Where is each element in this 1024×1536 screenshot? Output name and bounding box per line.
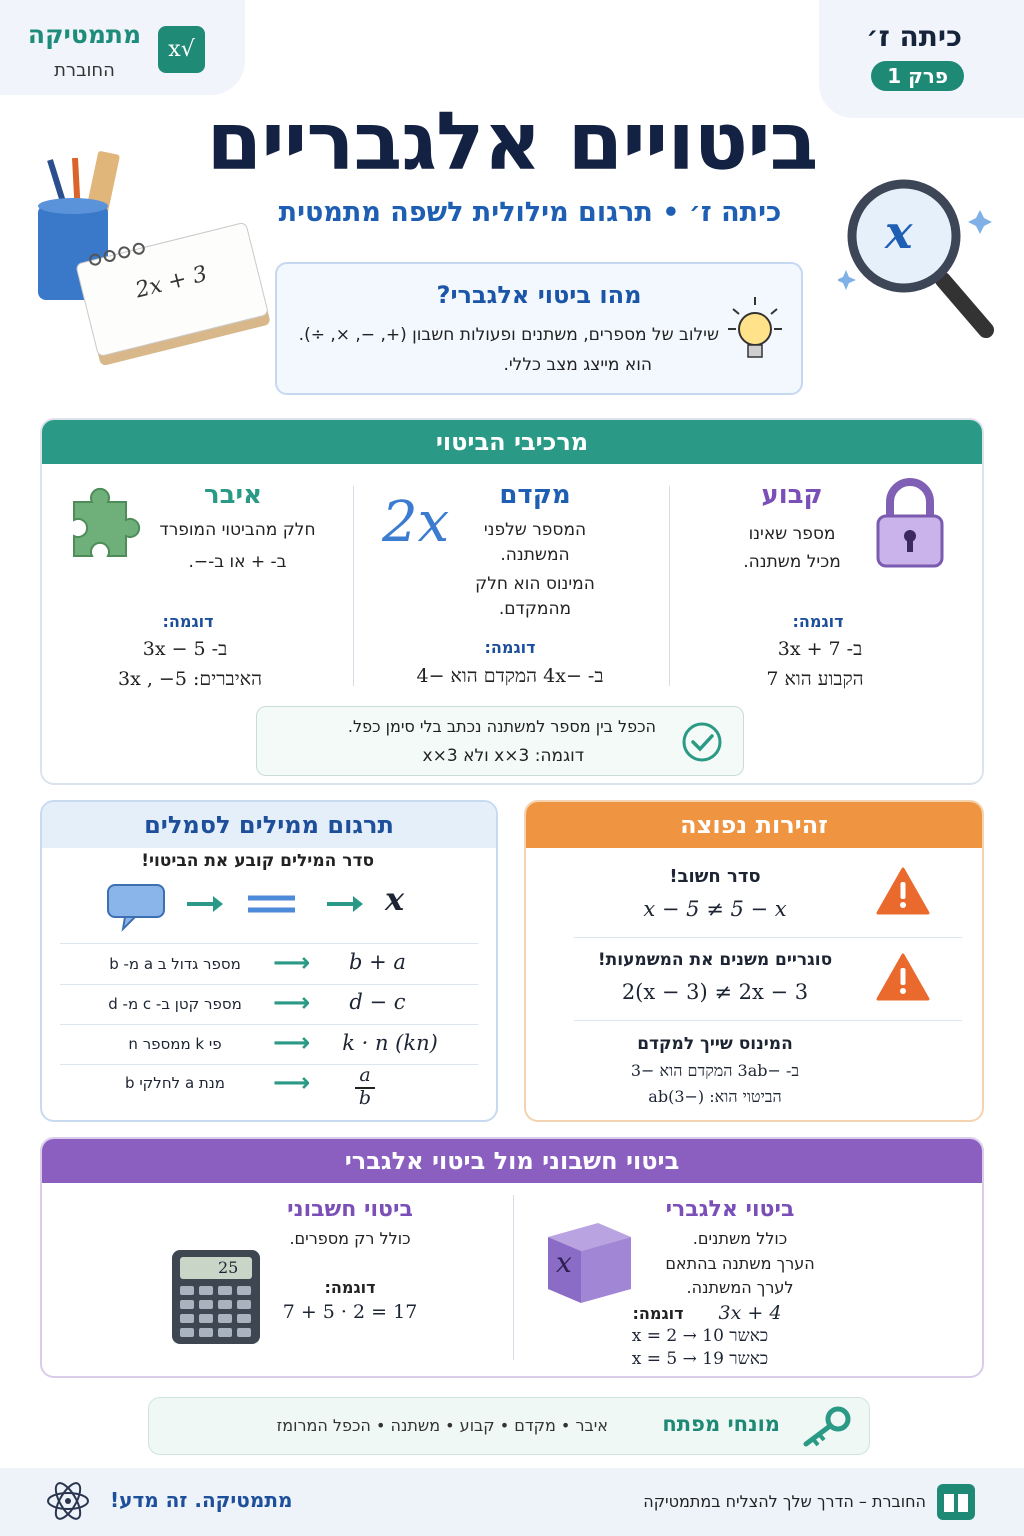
algebraic-case-2: כאשר x = 5 → 19 xyxy=(631,1349,769,1369)
arrow-right-icon: ⟶ xyxy=(273,1068,311,1098)
footer-slogan: מתמטיקה. זה מדע! xyxy=(110,1488,293,1512)
page-subtitle: כיתה ז׳ • תרגום מילולית לשפה מתמטית xyxy=(278,197,782,228)
divider xyxy=(513,1195,514,1360)
fraction-numerator: a xyxy=(359,1064,371,1086)
coefficient-example-1: ב- −4x המקדם הוא −4 xyxy=(416,665,604,687)
footer-tagline: החוברת – הדרך שלך להצליח במתמטיקה xyxy=(643,1492,926,1511)
constant-example-label: דוגמה: xyxy=(792,612,844,631)
divider xyxy=(60,984,478,985)
calculator-display: 25 xyxy=(218,1258,239,1277)
book-icon xyxy=(937,1484,975,1520)
pitfall-line-1: ב- −3ab המקדם הוא −3 xyxy=(630,1061,800,1080)
note-line-2: דוגמה: 3×x ולא 3×x xyxy=(422,746,584,766)
translation-words-1: מספר גדול ב a מ- b xyxy=(109,955,241,973)
checkmark-icon xyxy=(680,720,724,764)
calculator-icon xyxy=(168,1248,266,1348)
translation-expr-3: k · n (kn) xyxy=(342,1031,438,1055)
warning-icon xyxy=(876,866,930,916)
constant-example-2: הקבוע הוא 7 xyxy=(766,668,864,690)
arithmetic-example-expr: 7 + 5 · 2 = 17 xyxy=(282,1301,418,1323)
definition-line-2: הוא מייצג מצב כללי. xyxy=(503,355,652,375)
translation-intro: סדר המילים קובע את הביטוי! xyxy=(141,851,374,871)
coefficient-example-label: דוגמה: xyxy=(484,638,536,657)
term-example-1: ב- 3x − 5 xyxy=(142,638,228,660)
atom-icon xyxy=(45,1478,91,1524)
pitfall-math-1: x − 5 ≠ 5 − x xyxy=(643,897,787,921)
puzzle-piece-icon xyxy=(68,484,143,562)
components-header: מרכיבי הביטוי xyxy=(42,420,982,464)
term-example-2: האיברים: 3x , −5 xyxy=(117,668,263,690)
translation-header: תרגום ממילים לסמלים xyxy=(42,802,496,848)
term-title: איבר xyxy=(203,480,263,510)
notebook-expression: 2x + 3 xyxy=(133,261,210,304)
coefficient-text-3: המינוס הוא חלק xyxy=(475,574,595,594)
pencil-cup-notebook-icon xyxy=(30,140,270,365)
pitfall-title-2: סוגריים משנים את המשמעות! xyxy=(597,950,833,970)
warning-icon xyxy=(876,952,930,1002)
key-terms-list: איבר • מקדם • קבוע • משתנה • הכפל המרומז xyxy=(276,1416,608,1435)
translation-words-4: מנת a לחלקי b xyxy=(125,1074,225,1092)
lightbulb-icon xyxy=(728,295,783,370)
algebraic-example-label: דוגמה: xyxy=(632,1304,684,1323)
flow-variable: x xyxy=(385,880,405,918)
note-line-1: הכפל בין מספר למשתנה נכתב בלי סימן כפל. xyxy=(347,717,656,736)
arrow-right-icon: ⟶ xyxy=(273,948,311,978)
magnifier-letter: x xyxy=(885,205,913,259)
divider xyxy=(574,1020,962,1021)
pitfall-line-2: הביטוי הוא: (−3)ab xyxy=(648,1087,782,1106)
brand-name: מתמטיקה xyxy=(27,20,142,49)
divider xyxy=(353,486,354,686)
sqrt-logo-icon: √x xyxy=(158,26,205,73)
algebraic-text-1: כולל משתנים. xyxy=(692,1229,788,1248)
page-title: ביטויים אלגבריים xyxy=(206,95,818,188)
definition-title: מהו ביטוי אלגברי? xyxy=(436,281,642,309)
divider xyxy=(60,1024,478,1025)
divider xyxy=(669,486,670,686)
brand-subtitle: החוברת xyxy=(54,60,115,81)
term-example-label: דוגמה: xyxy=(162,612,214,631)
term-text-1: חלק מהביטוי המופרד xyxy=(159,520,316,540)
fraction-denominator: b xyxy=(358,1087,372,1109)
arithmetic-title: ביטוי חשבוני xyxy=(287,1197,413,1222)
speech-to-symbol-flow-icon xyxy=(105,882,375,932)
arrow-right-icon: ⟶ xyxy=(273,988,311,1018)
padlock-icon xyxy=(874,476,946,571)
divider xyxy=(60,943,478,944)
term-text-2: ב- + או ב-−. xyxy=(188,552,287,572)
pitfall-title-3: המינוס שייך למקדם xyxy=(637,1034,793,1054)
pitfalls-header: זהירות נפוצה xyxy=(526,802,982,848)
coefficient-2x-icon: 2x xyxy=(382,490,450,555)
translation-words-3: פי k ממספר n xyxy=(128,1035,222,1053)
arithmetic-example-label: דוגמה: xyxy=(324,1278,376,1297)
algebraic-title: ביטוי אלגברי xyxy=(665,1197,795,1222)
pitfall-math-2: 2(x − 3) ≠ 2x − 3 xyxy=(621,980,809,1004)
cube-variable: x xyxy=(556,1246,572,1279)
chapter-badge: פרק 1 xyxy=(871,61,964,91)
grade-label: כיתה ז׳ xyxy=(866,20,962,53)
arrow-right-icon: ⟶ xyxy=(273,1028,311,1058)
divider xyxy=(574,937,962,938)
arithmetic-text-1: כולל רק מספרים. xyxy=(289,1229,411,1248)
key-terms-label: מונחי מפתח xyxy=(662,1412,780,1436)
constant-text-2: מכיל משתנה. xyxy=(743,552,841,572)
definition-line-1: שילוב של מספרים, משתנים ופעולות חשבון (+, −, ×, ÷). xyxy=(298,325,719,345)
coefficient-text-2: המשתנה. xyxy=(500,545,570,565)
algebraic-example-expr: 3x + 4 xyxy=(718,1302,782,1324)
compare-header: ביטוי חשבוני מול ביטוי אלגברי xyxy=(42,1139,982,1183)
coefficient-title: מקדם xyxy=(499,480,571,510)
algebraic-case-1: כאשר x = 2 → 10 xyxy=(631,1326,769,1346)
translation-expr-2: d − c xyxy=(349,990,406,1014)
algebraic-text-3: לערך המשתנה. xyxy=(686,1278,794,1297)
translation-words-2: מספר קטן ב- c מ- d xyxy=(108,995,242,1013)
constant-text-1: מספר שאינו xyxy=(748,524,836,544)
coefficient-text-1: המספר שלפני xyxy=(483,520,587,540)
translation-expr-1: b + a xyxy=(349,950,406,974)
coefficient-text-4: מהמקדם. xyxy=(498,599,572,619)
constant-title: קבוע xyxy=(761,480,823,510)
pitfall-title-1: סדר חשוב! xyxy=(669,866,761,887)
divider xyxy=(60,1064,478,1065)
algebraic-text-2: הערך משתנה בהתאם xyxy=(665,1254,815,1273)
constant-example-1: ב- 3x + 7 xyxy=(777,638,863,660)
key-icon xyxy=(798,1404,853,1449)
magnifier-icon xyxy=(838,170,1008,350)
